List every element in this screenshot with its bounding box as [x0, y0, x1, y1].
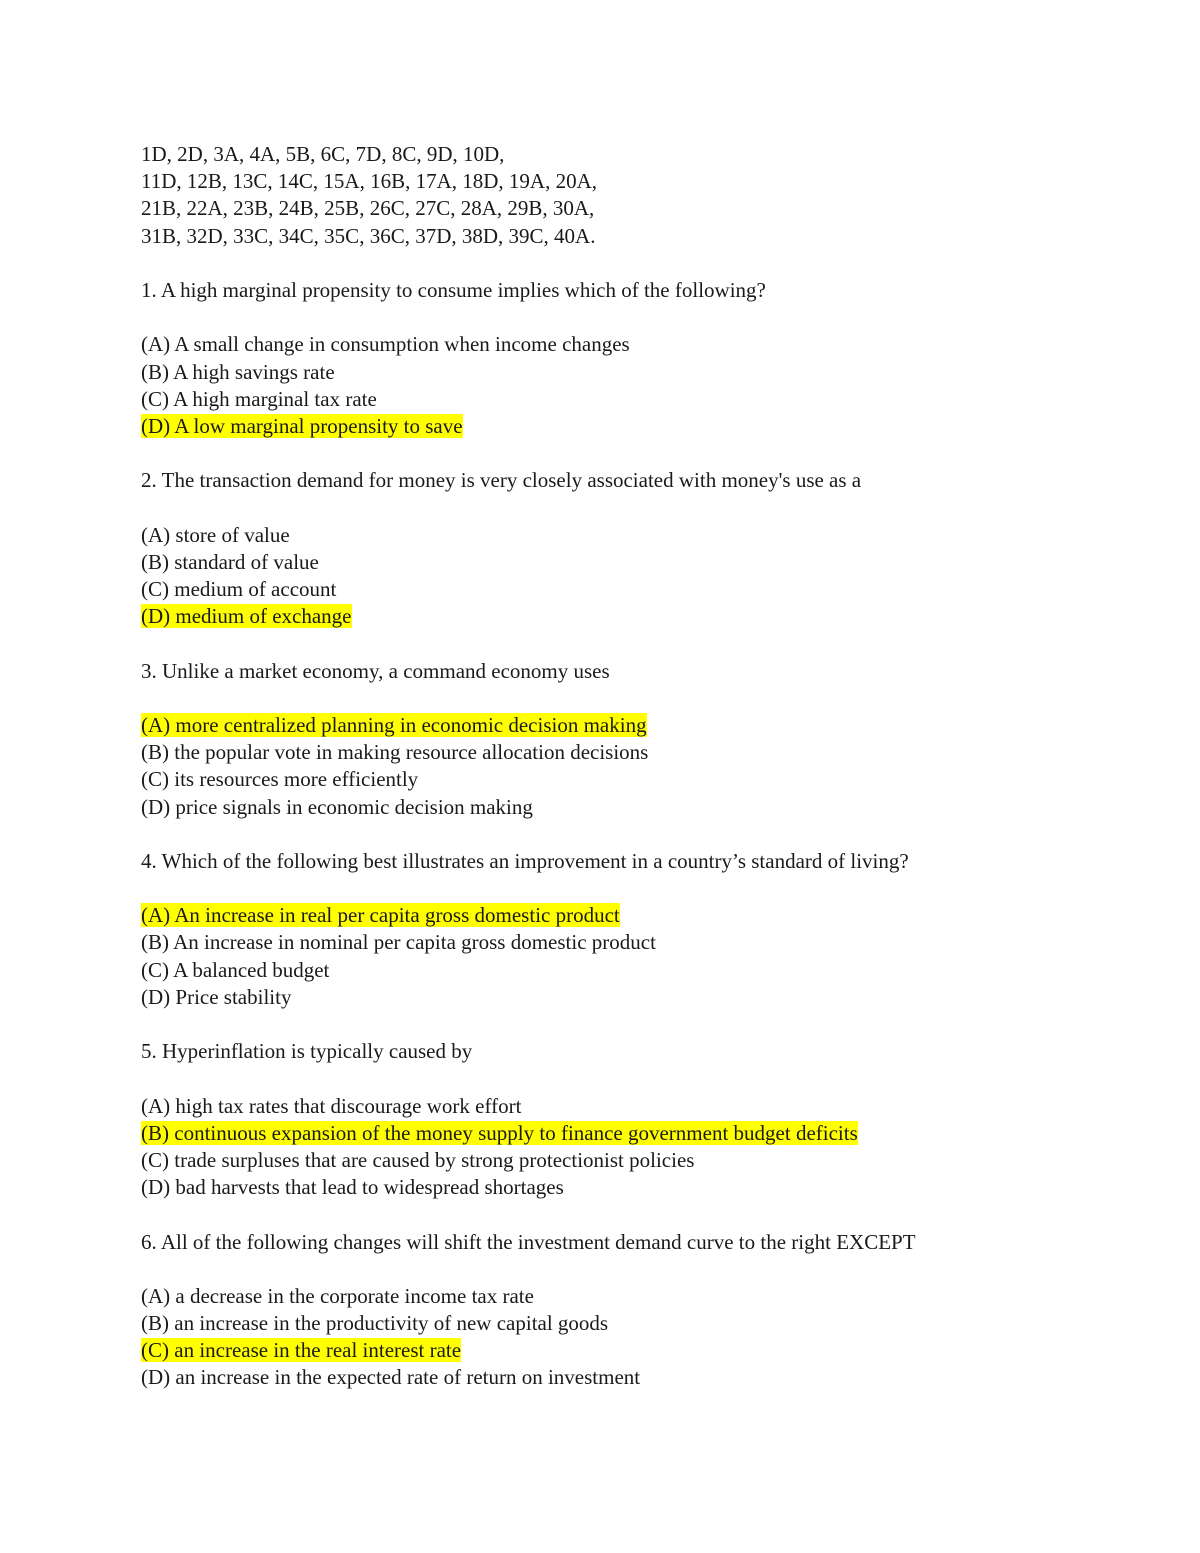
answer-option: (B) the popular vote in making resource allocation decisions — [141, 740, 649, 765]
answer-option-correct: (C) an increase in the real interest rate — [141, 1338, 462, 1363]
answer-option: (B) standard of value — [141, 549, 319, 574]
answer-option-correct: (B) continuous expansion of the money supply to finance government budget deficits — [141, 1120, 858, 1145]
answer-option: (B) An increase in nominal per capita gross domestic product — [141, 930, 656, 955]
question-stem: 5. Hyperinflation is typically caused by — [141, 1039, 473, 1064]
answer-option-correct: (D) A low marginal propensity to save — [141, 413, 463, 438]
answer-option: (D) an increase in the expected rate of return on investment — [141, 1365, 641, 1390]
question-1 — [141, 277, 1071, 440]
answer-key — [141, 141, 1071, 250]
answer-option: (B) an increase in the productivity of new capital goods — [141, 1311, 609, 1336]
question-5 — [141, 1038, 1071, 1201]
answer-option: (C) A high marginal tax rate — [141, 386, 377, 411]
answer-option: (D) Price stability — [141, 984, 292, 1009]
answer-key-line: 1D, 2D, 3A, 4A, 5B, 6C, 7D, 8C, 9D, 10D, — [141, 142, 505, 166]
question-stem: 1. A high marginal propensity to consume implies which of the following? — [141, 277, 766, 302]
answer-option: (C) its resources more efficiently — [141, 767, 419, 792]
answer-key-line: 31B, 32D, 33C, 34C, 35C, 36C, 37D, 38D, 39C, 40A. — [141, 223, 596, 248]
answer-option: (A) a decrease in the corporate income tax rate — [141, 1283, 534, 1308]
answer-option: (C) medium of account — [141, 577, 337, 601]
question-stem: 3. Unlike a market economy, a command economy uses — [141, 658, 610, 683]
question-stem: 6. All of the following changes will shift the investment demand curve to the right EXCEPT — [141, 1229, 916, 1254]
answer-option: (D) bad harvests that lead to widespread shortages — [141, 1175, 564, 1200]
answer-option: (D) price signals in economic decision making — [141, 794, 533, 819]
document-page — [141, 141, 1071, 1392]
answer-option: (C) trade surpluses that are caused by strong protectionist policies — [141, 1147, 695, 1172]
answer-option: (A) store of value — [141, 522, 290, 547]
answer-option: (A) high tax rates that discourage work effort — [141, 1093, 522, 1118]
question-4 — [141, 848, 1071, 1011]
question-stem: 4. Which of the following best illustrates an improvement in a country’s standard of living? — [141, 848, 909, 873]
answer-key-line: 21B, 22A, 23B, 24B, 25B, 26C, 27C, 28A, 29B, 30A, — [141, 196, 595, 221]
answer-option: (A) A small change in consumption when income changes — [141, 332, 630, 357]
question-2 — [141, 467, 1071, 630]
question-3 — [141, 658, 1071, 821]
answer-option: (B) A high savings rate — [141, 359, 335, 384]
answer-key-line: 11D, 12B, 13C, 14C, 15A, 16B, 17A, 18D, 19A, 20A, — [141, 169, 597, 194]
answer-option-correct: (A) An increase in real per capita gross domestic product — [141, 903, 620, 928]
answer-option-correct: (A) more centralized planning in economic decision making — [141, 712, 647, 737]
answer-option: (C) A balanced budget — [141, 957, 330, 982]
answer-option-correct: (D) medium of exchange — [141, 604, 352, 629]
question-6 — [141, 1229, 1071, 1392]
question-stem: 2. The transaction demand for money is very closely associated with money's use as a — [141, 468, 862, 493]
